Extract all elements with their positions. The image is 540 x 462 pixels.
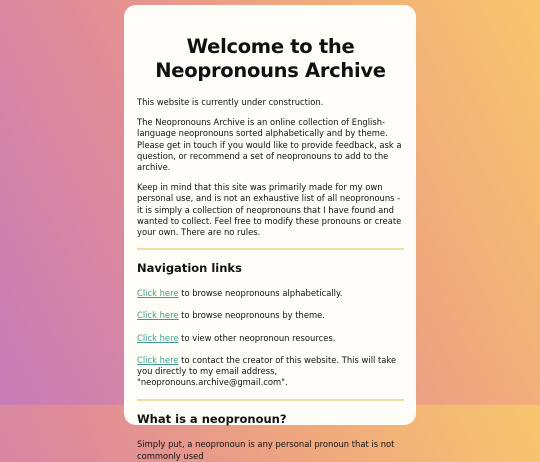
page-title: Welcome to the Neopronouns Archive [155,35,386,82]
section-divider [137,399,404,401]
browse-alphabetically-link[interactable]: Click here [137,288,179,299]
navigation-heading: Navigation links [137,261,242,276]
main-card [124,5,416,461]
browse-by-theme-link[interactable]: Click here [137,310,179,321]
nav-item-text: to view other neopronoun resources. [178,332,336,343]
nav-item-theme [137,310,404,321]
disclaimer-text: Keep in mind that this site was primarily made for my own personal use, and is not an exhaustive list of all neopronouns - it is simply a collection of neopronouns that I have found and wanted to collect. Feel free to modify these pronouns or create your own. There are no rules. [137,182,402,238]
construction-notice: This website is currently under construction. [137,97,324,107]
nav-item-contact [137,355,404,389]
nav-item-text: to browse neopronouns by theme. [178,310,325,321]
other-resources-link[interactable]: Click here [137,332,179,343]
contact-creator-link[interactable]: Click here [137,354,179,365]
nav-item-resources [137,333,404,344]
site-description: The Neopronouns Archive is an online collection of English-language neopronouns sorted alphabetically and by theme. Please get in touch if you would like to provide feedback, ask a question, or recommend a set of neopronouns to add to the archive. [137,117,402,173]
nav-item-alphabetical [137,288,404,299]
section-divider [137,248,404,250]
about-heading: What is a neopronoun? [137,412,287,427]
about-text: Simply put, a neopronoun is any personal pronoun that is not commonly used [137,439,395,461]
nav-item-text: to contact the creator of this website. This will take you directly to my email address, "neopronouns.archive@gmail.com". [137,354,397,388]
nav-item-text: to browse neopronouns alphabetically. [178,288,343,299]
